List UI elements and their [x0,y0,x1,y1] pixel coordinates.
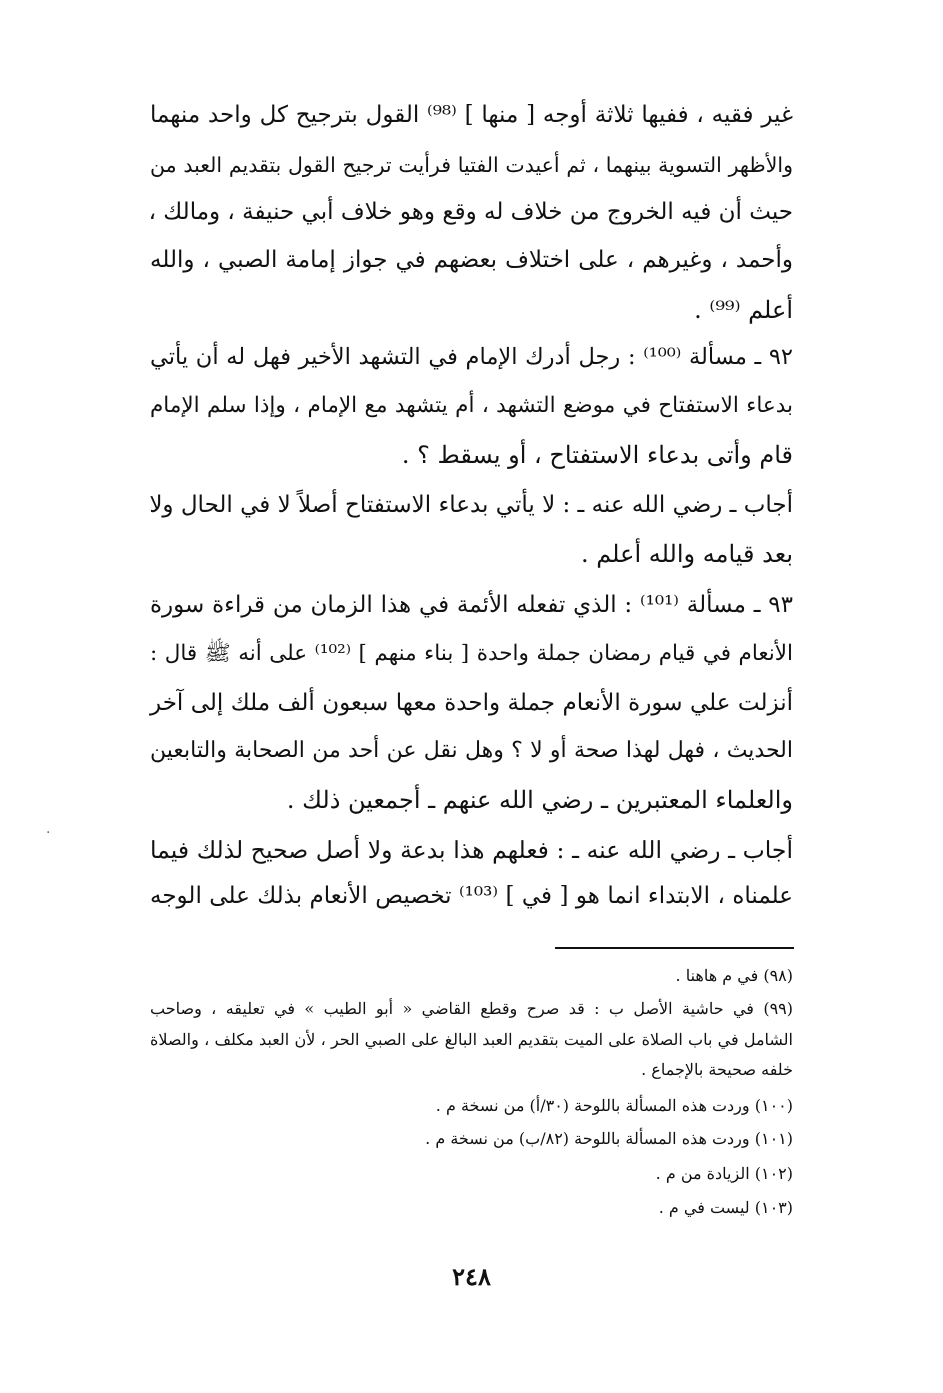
text-line: أعلم ⁽⁹⁹⁾ . [694,296,793,324]
text-line: أجاب ـ رضي الله عنه ـ : لا يأتي بدعاء الاستفتاح أصلاً لا في الحال ولا [149,492,793,518]
text-line: أجاب ـ رضي الله عنه ـ : فعلهم هذا بدعة ولا أصل صحيح لذلك فيما [150,836,793,864]
footnote-line: خلفه صحيحة بالإجماع . [641,1060,793,1079]
text-line: أنزلت علي سورة الأنعام جملة واحدة معها سبعون ألف ملك إلى آخر [150,690,793,716]
footnote-line: (١٠١) وردت هذه المسألة باللوحة (٨٢/ب) من نسخة م . [425,1129,793,1148]
text-line: الأنعام في قيام رمضان جملة واحدة [ بناء منهم ] ⁽¹⁰²⁾ على أنه ﷺ قال : [150,641,794,666]
text-line: حيث أن فيه الخروج من خلاف له وقع وهو خلاف أبي حنيفة ، ومالك ، [148,199,793,225]
text-line: بدعاء الاستفتاح في موضع التشهد ، أم يتشهد مع الإمام ، وإذا سلم الإمام [150,393,793,418]
page-number: ٢٤٨ [452,1262,491,1291]
text-line: بعد قيامه والله أعلم . [580,540,793,568]
footnote-line: الشامل في باب الصلاة على الميت بتقديم العبد البالغ على الصبي الحر ، لأن العبد مكلف ، والصلاة [150,1030,793,1049]
text-line: والأظهر التسوية بينهما ، ثم أعيدت الفتيا فرأيت ترجيح القول بتقديم العبد من [150,153,793,177]
text-line: قام وأتى بدعاء الاستفتاح ، أو يسقط ؟ . [401,441,793,469]
margin-speck: · [46,825,51,841]
text-line: الحديث ، فهل لهذا صحة أو لا ؟ وهل نقل عن أحد من الصحابة والتابعين [150,738,793,763]
footnote-line: (١٠٠) وردت هذه المسألة باللوحة (٣٠/أ) من نسخة م . [435,1096,793,1115]
footnote-line: (١٠٣) ليست في م . [658,1198,793,1217]
footnote-line: (١٠٢) الزيادة من م . [655,1164,793,1183]
footnote-separator [555,947,794,949]
footnote-line: (٩٨) في م هاهنا . [675,966,793,985]
footnote-line: (٩٩) في حاشية الأصل ب : قد صرح وقطع القاضي « أبو الطيب » في تعليقه ، وصاحب [150,999,793,1018]
text-line: غير فقيه ، ففيها ثلاثة أوجه [ منها ] ⁽⁹⁸⁾ القول بترجيح كل واحد منهما [150,102,793,128]
text-line: والعلماء المعتبرين ـ رضي الله عنهم ـ أجمعين ذلك . [286,786,793,814]
text-line: ٩٣ ـ مسألة ⁽¹⁰¹⁾ : الذي تفعله الأئمة في هذا الزمان من قراءة سورة [150,592,793,618]
text-line: علمناه ، الابتداء انما هو [ في ] ⁽¹⁰³⁾ تخصيص الأنعام بذلك على الوجه [150,883,793,909]
text-line: ٩٢ ـ مسألة ⁽¹⁰⁰⁾ : رجل أدرك الإمام في التشهد الأخير فهل له أن يأتي [150,344,793,370]
text-line: وأحمد ، وغيرهم ، على اختلاف بعضهم في جواز إمامة الصبي ، والله [150,247,793,273]
